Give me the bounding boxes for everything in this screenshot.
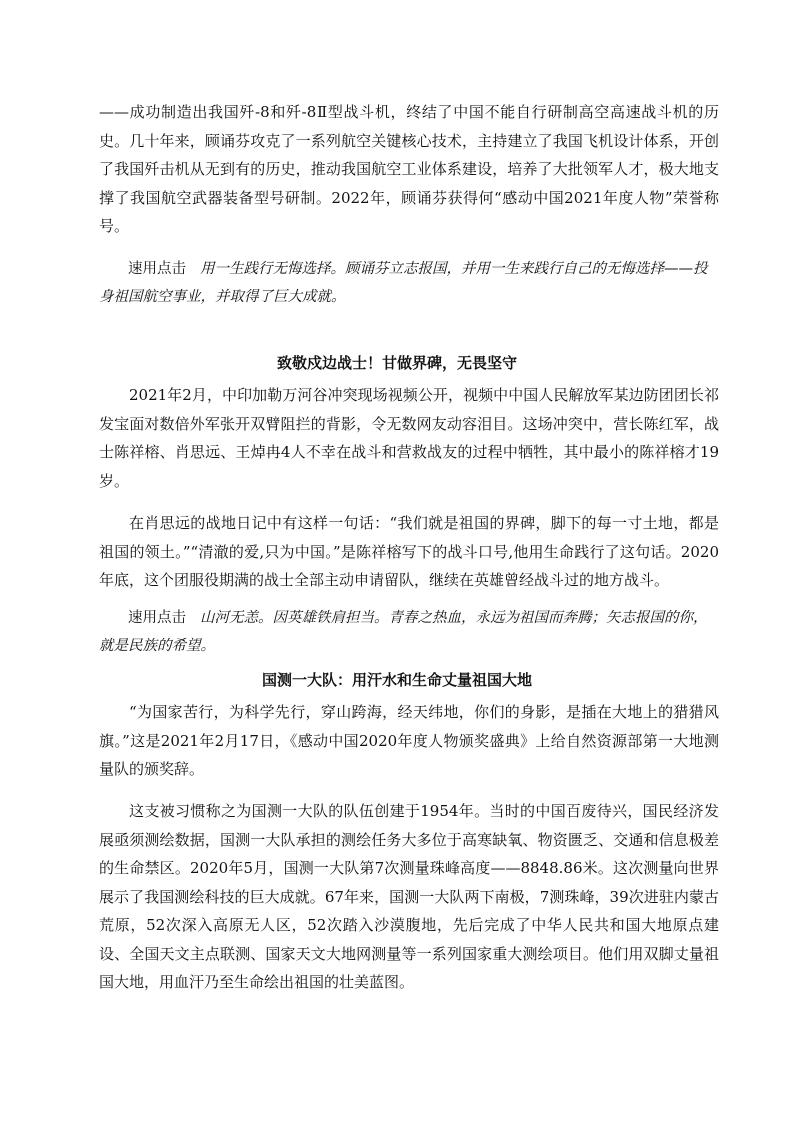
usage-note-label: 速用点击	[128, 610, 186, 626]
usage-note-text: 用一生践行无悔选择。顾诵芬立志报国，并用一生来践行自己的无悔选择——投身祖国航空事业，并取得了巨大成就。	[99, 261, 708, 305]
usage-note-text: 山河无恙。因英雄铁肩担当。青春之热血，永远为祖国而奔腾；矢志报国的你，就是民族的希望。	[99, 610, 708, 654]
gu-songfen-paragraph: ——成功制造出我国歼-8和歼-8Ⅱ型战斗机，终结了中国不能自行研制高空高速战斗机的历史。几十年来，顾诵芬攻克了一系列航空关键核心技术，主持建立了我国飞机设计体系，开创了我国歼击机从无到有的历史，推动我国航空工业体系建设，培养了大批领军人才，极大地支撑了我国航空武器装备型号研制。2022年，顾诵芬获得何“感动中国2021年度人物”荣誉称号。	[99, 103, 719, 235]
usage-note-2	[99, 604, 719, 660]
section-heading-survey-team: 国测一大队：用汗水和生命丈量祖国大地	[261, 671, 532, 689]
survey-team-history-paragraph: 这支被习惯称之为国测一大队的队伍创建于1954年。当时的中国百废待兴，国民经济发展亟须测绘数据，国测一大队承担的测绘任务大多位于高寒缺氧、物资匮乏、交通和信息极差的生命禁区。2020年5月，国测一大队第7次测量珠峰高度——8848.86米。这次测量向世界展示了我国测绘科技的巨大成就。67年来，国测一大队两下南极，7测珠峰，39次进驻内蒙古荒原，52次深入高原无人区，52次踏入沙漠腹地，先后完成了中华人民共和国大地原点建设、全国天文主点联测、国家天文大地网测量等一系列国家重大测绘项目。他们用双脚丈量祖国大地，用血汗乃至生命绘出祖国的壮美蓝图。	[99, 802, 719, 991]
soldier-diary-paragraph: 在肖思远的战地日记中有这样一句话：“我们就是祖国的界碑，脚下的每一寸土地，都是祖国的领土。”“清澈的爱,只为中国。”是陈祥榕写下的战斗口号,他用生命践行了这句话。2020年底，这个团服役期满的战士全部主动申请留队，继续在英雄曾经战斗过的地方战斗。	[99, 514, 719, 589]
section-heading-border-soldiers: 致敬戍边战士！甘做界碑，无畏坚守	[276, 354, 517, 372]
award-speech-paragraph: “为国家苦行，为科学先行，穿山跨海，经天纬地，你们的身影，是插在大地上的猎猎风旗。”这是2021年2月17日，《感动中国2020年度人物颁奖盛典》上给自然资源部第一大地测量队的颁奖辞。	[99, 703, 719, 778]
usage-note-label: 速用点击	[128, 261, 186, 277]
usage-note-1	[99, 255, 719, 311]
border-conflict-paragraph: 2021年2月，中印加勒万河谷冲突现场视频公开，视频中中国人民解放军某边防团团长祁发宝面对数倍外军张开双臂阻拦的背影，令无数网友动容泪目。这场冲突中，营长陈红军，战士陈祥榕、肖思远、王焯冉4人不幸在战斗和营救战友的过程中牺牲，其中最小的陈祥榕才19岁。	[99, 386, 719, 490]
